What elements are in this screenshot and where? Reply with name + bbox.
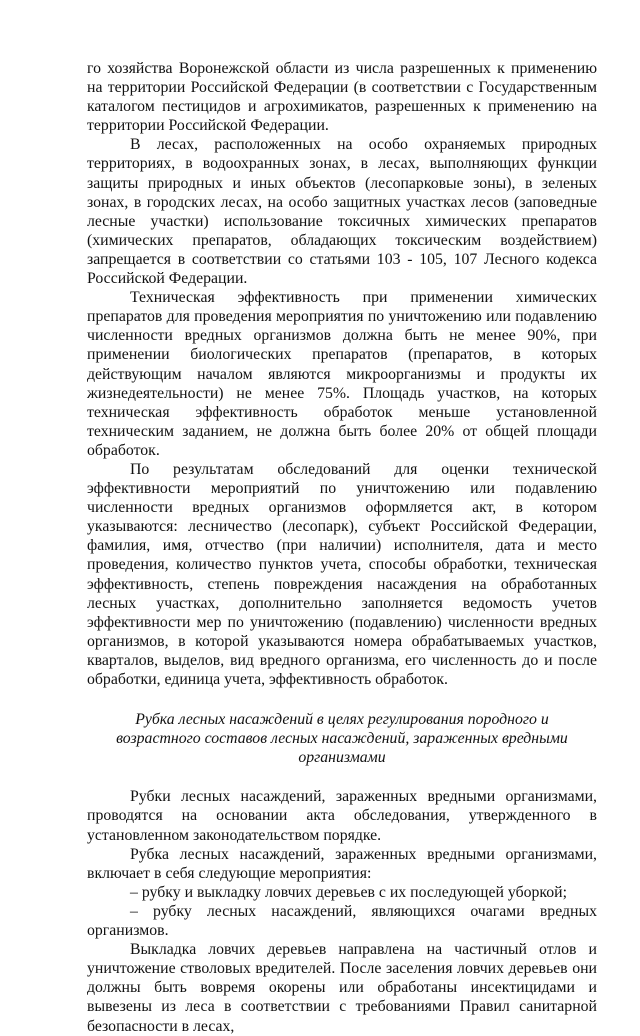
paragraph-protected-territories: В лесах, расположенных на особо охраняемых природных территориях, в водоохранных зонах, в лесах, выполняющих функции защиты природных и иных объектов (лесопарковые зоны), в зеленых зонах, в городских лесах, на особо защитных участках лесов (заповедные лесные участки) использование токсичных химических препаратов (химических препаратов, обладающих токсическим воздействием) запрещается в соответствии со статьями 103 - 105, 107 Лесного кодекса Российской Федерации. [87, 136, 597, 288]
list-item-trap-trees: – рубку и выкладку ловчих деревьев с их последующей уборкой; [130, 883, 568, 901]
list-item-infested-stands: – рубку лесных насаждений, являющихся очагами вредных организмов. [87, 902, 597, 940]
document-page [87, 59, 597, 1036]
paragraph-pesticide-catalog: го хозяйства Воронежской области из числа разрешенных к применению на территории Российской Федерации (в соответствии с Государственным каталогом пестицидов и агрохимикатов, разрешенных к применению на территории Российской Федерации. [87, 60, 597, 135]
paragraph-technical-efficiency: Техническая эффективность при применении химических препаратов для проведения мероприятия по уничтожению или подавлению численности вредных организмов должна быть не менее 90%, при применении биологических препаратов (препаратов, в которых действующим началом являются микроорганизмы и продукты их жизнедеятельности) не менее 75%. Площадь участков, на которых техническая эффективность обработок меньше установленной техническим заданием, не должна быть более 20% от общей площади обработок. [87, 289, 597, 459]
paragraph-trap-trees: Выкладка ловчих деревьев направлена на частичный отлов и уничтожение стволовых вредителей. После заселения ловчих деревьев они должны быть вовремя окорены или обработаны инсектицидами и вывезены из леса в соответствии с требованиями Правил санитарной безопасности в лесах, [87, 941, 597, 1035]
paragraph-survey-results: По результатам обследований для оценки технической эффективности мероприятий по уничтожению или подавлению численности вредных организмов оформляется акт, в котором указываются: лесничество (лесопарк), субъект Российской Федерации, фамилия, имя, отчество (при наличии) исполнителя, дата и место проведения, количество пунктов учета, способы обработки, техническая эффективность, степень повреждения насаждения на обработанных лесных участках, дополнительно заполняется ведомость учетов эффективности мер по уничтожению (подавлению) численности вредных организмов, в которой указываются номера обрабатываемых участков, кварталов, выделов, вид вредного организма, его численность до и после обработки, единица учета, эффективность обработок. [87, 460, 597, 688]
paragraph-felling-basis: Рубки лесных насаждений, зараженных вредными организмами, проводятся на основании акта обследования, утвержденного в установленном законодательством порядке. [87, 788, 597, 844]
paragraph-felling-measures: Рубка лесных насаждений, зараженных вредными организмами, включает в себя следующие мероприятия: [87, 845, 597, 882]
section-heading: Рубка лесных насаждений в целях регулирования породного и возрастного составов лесных насаждений, зараженных вредными организмами [116, 711, 568, 767]
